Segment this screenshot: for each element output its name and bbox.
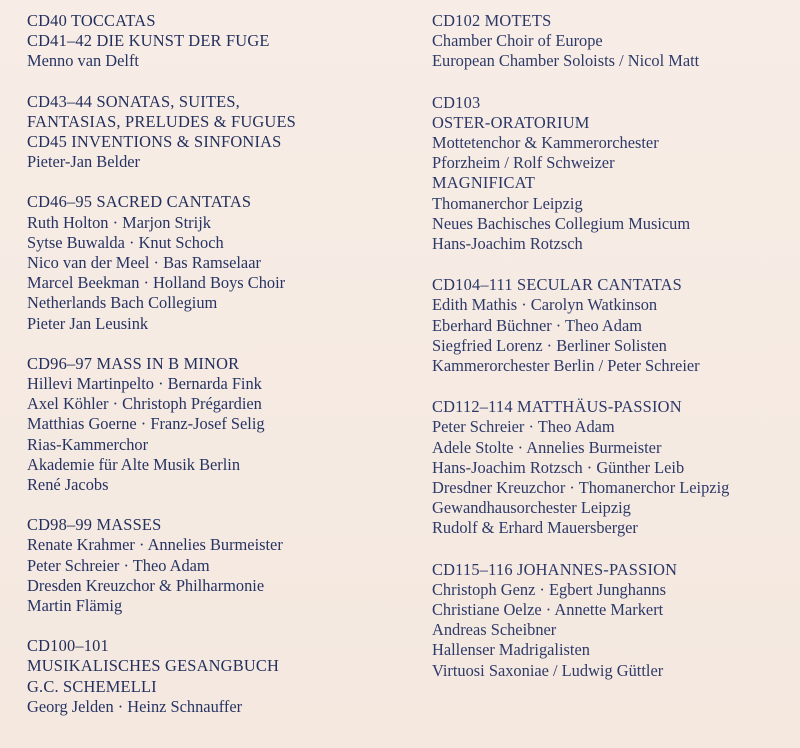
- performer-line: Peter Schreier · Theo Adam: [432, 417, 615, 437]
- performer-line: Rudolf & Erhard Mauersberger: [432, 518, 638, 538]
- performer-line: Hans-Joachim Rotzsch · Günther Leib: [432, 457, 685, 477]
- performer-line: Hans-Joachim Rotzsch: [432, 234, 583, 254]
- performer-line: Edith Mathis · Carolyn Watkinson: [432, 295, 658, 315]
- performer-line: René Jacobs: [27, 475, 109, 495]
- performer-line: Adele Stolte · Annelies Burmeister: [432, 437, 662, 457]
- entry-heading: CD104–111 SECULAR CANTATAS: [432, 275, 682, 295]
- performer-line: Gewandhausorchester Leipzig: [432, 498, 631, 518]
- performer-line: Pieter Jan Leusink: [27, 313, 149, 333]
- entry-heading: FANTASIAS, PRELUDES & FUGUES: [27, 111, 297, 131]
- entry-heading: CD46–95 SACRED CANTATAS: [27, 192, 252, 212]
- performer-line: Matthias Goerne · Franz-Josef Selig: [27, 414, 265, 434]
- entry-heading: OSTER-ORATORIUM: [432, 112, 590, 132]
- performer-line: Akademie für Alte Musik Berlin: [27, 454, 241, 474]
- performer-line: Axel Köhler · Christoph Prégardien: [27, 394, 262, 414]
- performer-line: Virtuosi Saxoniae / Ludwig Güttler: [432, 660, 664, 680]
- entry-heading: CD102 MOTETS: [432, 11, 552, 30]
- performer-line: Renate Krahmer · Annelies Burmeister: [27, 535, 283, 555]
- performer-line: Christiane Oelze · Annette Markert: [432, 600, 664, 620]
- entry-matthaeus-passion: [432, 397, 794, 538]
- performer-line: Nico van der Meel · Bas Ramselaar: [27, 253, 261, 273]
- performer-line: Dresdner Kreuzchor · Thomanerchor Leipzig: [432, 478, 730, 498]
- entry-heading: G.C. SCHEMELLI: [27, 676, 157, 696]
- performer-line: Christoph Genz · Egbert Junghanns: [432, 579, 666, 599]
- entry-toccatas-kunst-der-fuge: [27, 11, 407, 72]
- performer-line: Neues Bachisches Collegium Musicum: [432, 213, 691, 233]
- performer-line: Pforzheim / Rolf Schweizer: [432, 153, 615, 173]
- entry-mass-in-b-minor: [27, 354, 407, 495]
- performer-line: Hallenser Madrigalisten: [432, 640, 590, 660]
- performer-line: Dresden Kreuzchor & Philharmonie: [27, 575, 265, 595]
- entry-heading: CD96–97 MASS IN B MINOR: [27, 353, 240, 373]
- left-column: [27, 11, 407, 737]
- entry-heading: CD40 TOCCATAS: [27, 11, 156, 30]
- performer-line: Eberhard Büchner · Theo Adam: [432, 315, 642, 335]
- entry-heading: CD100–101: [27, 636, 109, 656]
- performer-line: Marcel Beekman · Holland Boys Choir: [27, 273, 286, 293]
- performer-line: Peter Schreier · Theo Adam: [27, 555, 210, 575]
- entry-oster-oratorium-magnificat: [432, 93, 794, 255]
- entry-sonatas-inventions: [27, 92, 407, 173]
- entry-heading: CD41–42 DIE KUNST DER FUGE: [27, 31, 270, 51]
- performer-line: Georg Jelden · Heinz Schnauffer: [27, 696, 243, 716]
- entry-heading: MUSIKALISCHES GESANGBUCH: [27, 656, 280, 676]
- entry-masses: [27, 515, 407, 616]
- entry-heading: CD98–99 MASSES: [27, 515, 162, 535]
- performer-line: Chamber Choir of Europe: [432, 31, 603, 51]
- entry-heading: CD45 INVENTIONS & SINFONIAS: [27, 132, 282, 152]
- performer-line: Pieter-Jan Belder: [27, 152, 140, 172]
- performer-line: Mottetenchor & Kammerorchester: [432, 133, 659, 153]
- entry-heading: CD43–44 SONATAS, SUITES,: [27, 91, 240, 111]
- performer-line: Andreas Scheibner: [432, 620, 557, 640]
- entry-heading: CD112–114 MATTHÄUS-PASSION: [432, 397, 682, 417]
- performer-line: European Chamber Soloists / Nicol Matt: [432, 51, 700, 71]
- entry-secular-cantatas: [432, 275, 794, 376]
- performer-line: Kammerorchester Berlin / Peter Schreier: [432, 356, 700, 376]
- entry-subheading: MAGNIFICAT: [432, 173, 536, 193]
- performer-line: Martin Flämig: [27, 596, 123, 616]
- right-column: [432, 11, 794, 702]
- entry-heading: CD115–116 JOHANNES-PASSION: [432, 559, 678, 579]
- performer-line: Sytse Buwalda · Knut Schoch: [27, 232, 224, 252]
- performer-line: Ruth Holton · Marjon Strijk: [27, 212, 211, 232]
- entry-motets: [432, 11, 794, 72]
- entry-heading: CD103: [432, 92, 481, 112]
- performer-line: Menno van Delft: [27, 51, 139, 71]
- performer-line: Rias-Kammerchor: [27, 434, 149, 454]
- performer-line: Thomanerchor Leipzig: [432, 193, 583, 213]
- performer-line: Siegfried Lorenz · Berliner Solisten: [432, 335, 667, 355]
- entry-sacred-cantatas: [27, 192, 407, 333]
- entry-schemelli: [27, 636, 407, 717]
- entry-johannes-passion: [432, 560, 794, 681]
- performer-line: Hillevi Martinpelto · Bernarda Fink: [27, 374, 262, 394]
- performer-line: Netherlands Bach Collegium: [27, 293, 218, 313]
